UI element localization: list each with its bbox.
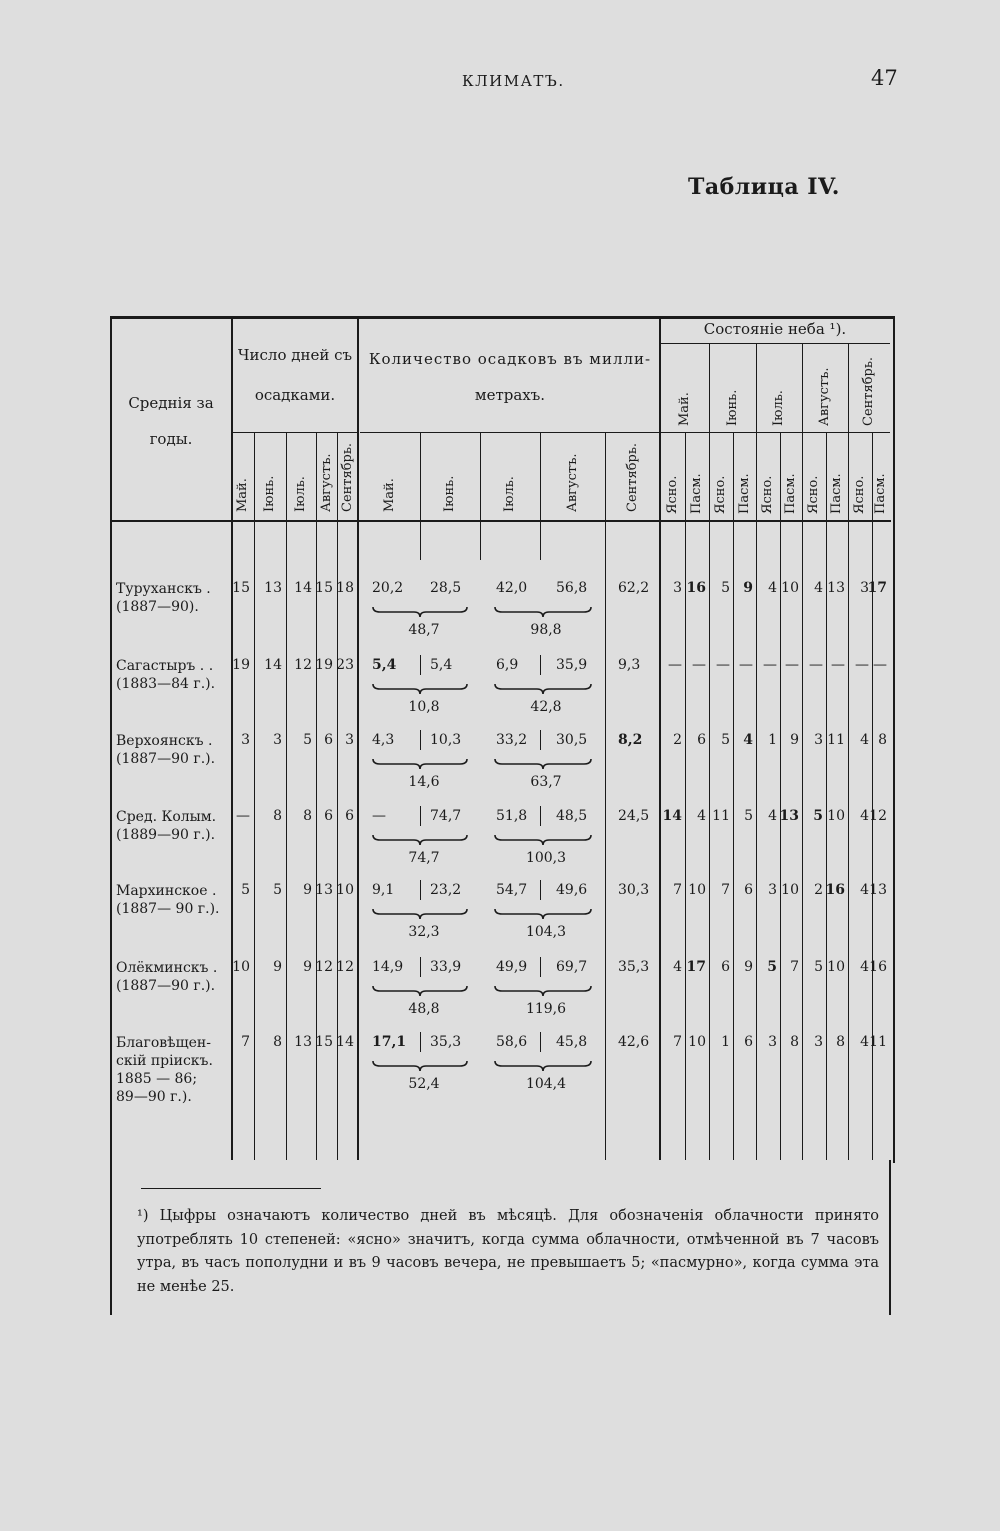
sky-month-label: Іюнь. <box>724 389 740 426</box>
sum-brace <box>494 1060 592 1072</box>
sky-sub-rule <box>780 432 781 1160</box>
days-value: 6 <box>324 808 333 824</box>
precip-month-label: Сентябрь. <box>624 442 640 512</box>
frame-right-extension <box>889 1160 891 1315</box>
precip-month-label: Августъ. <box>564 453 580 512</box>
sum-may-june: 52,4 <box>408 1076 440 1092</box>
precip-col-rule <box>605 432 606 1160</box>
sum-july-august: 63,7 <box>530 774 562 790</box>
days-value: 12 <box>294 657 312 673</box>
station-name: (1883—84 г.). <box>116 676 216 692</box>
sky-value: 11 <box>712 808 730 824</box>
days-value: 14 <box>336 1034 354 1050</box>
station-name: Верхоянскъ . <box>116 733 213 749</box>
running-title: КЛИМАТЪ. <box>462 72 565 90</box>
precip-value: 45,8 <box>556 1034 588 1050</box>
sky-value: 10 <box>827 808 845 824</box>
sky-subheader-rule <box>660 432 890 433</box>
sky-month-rule <box>756 343 757 1160</box>
sky-month-rule <box>802 343 803 1160</box>
sky-value: 2 <box>814 882 823 898</box>
days-value: — <box>236 808 250 824</box>
days-header-line1: Число дней съ <box>237 346 353 364</box>
precip-value: 35,3 <box>430 1034 462 1050</box>
sky-value: 8 <box>790 1034 799 1050</box>
sky-value: 5 <box>721 580 730 596</box>
station-name: (1887—90 г.). <box>116 978 216 994</box>
day-month-label: Іюль. <box>293 476 308 512</box>
precip-value: 24,5 <box>618 808 650 824</box>
page-number: 47 <box>871 66 898 90</box>
precip-value: 4,3 <box>372 732 395 748</box>
sky-value: 10 <box>688 1034 706 1050</box>
precip-pair-divider <box>540 730 541 750</box>
station-name: (1887—90 г.). <box>116 751 216 767</box>
days-value: 10 <box>336 882 354 898</box>
sky-value: — <box>739 657 753 673</box>
sky-value: 7 <box>673 1034 682 1050</box>
sum-brace <box>372 683 468 695</box>
sky-sub-rule <box>872 432 873 1160</box>
sum-july-august: 119,6 <box>525 1001 567 1017</box>
days-value: 6 <box>324 732 333 748</box>
precip-value: 33,9 <box>430 959 462 975</box>
sky-sub-label: Пасм. <box>783 473 798 514</box>
sky-sub-rule <box>685 432 686 1160</box>
sky-value: 4 <box>697 808 706 824</box>
sky-value: 12 <box>869 808 887 824</box>
sky-value: — <box>716 657 730 673</box>
precip-month-label: Іюнь. <box>442 475 457 512</box>
day-col-rule <box>254 432 255 1160</box>
sky-month-label: Августъ. <box>817 367 832 426</box>
sky-value: 3 <box>814 732 823 748</box>
sky-value: 8 <box>836 1034 845 1050</box>
sum-brace <box>494 683 592 695</box>
sky-value: 17 <box>867 580 887 596</box>
sum-july-august: 98,8 <box>530 622 562 638</box>
header-bottom-rule <box>110 520 891 522</box>
precip-value: 6,9 <box>496 657 519 673</box>
sum-may-june: 48,7 <box>408 622 440 638</box>
days-value: 8 <box>303 808 312 824</box>
days-value: 12 <box>315 959 333 975</box>
footnote-rule <box>141 1188 321 1189</box>
precip-pair-divider <box>540 1032 541 1052</box>
sky-value: 3 <box>814 1034 823 1050</box>
sky-value: 3 <box>860 580 869 596</box>
days-value: 14 <box>294 580 312 596</box>
sky-value: 16 <box>825 882 845 898</box>
station-name: скій пріискъ. <box>116 1053 213 1069</box>
sky-value: 3 <box>673 580 682 596</box>
days-header-line2: осадками. <box>254 386 336 404</box>
days-value: 5 <box>273 882 282 898</box>
sky-value: 17 <box>686 959 706 975</box>
sky-value: 9 <box>743 580 753 596</box>
sum-brace <box>372 908 468 920</box>
precip-value: 51,8 <box>496 808 528 824</box>
sum-brace <box>372 834 468 846</box>
sum-july-august: 42,8 <box>530 699 562 715</box>
sky-value: 16 <box>686 580 706 596</box>
days-value: 19 <box>315 657 333 673</box>
sky-value: 5 <box>767 959 777 975</box>
precip-value: 58,6 <box>496 1034 528 1050</box>
sky-value: — <box>855 657 869 673</box>
sky-value: 4 <box>860 808 869 824</box>
sky-value: — <box>692 657 706 673</box>
sky-value: 4 <box>673 959 682 975</box>
days-value: 18 <box>336 580 354 596</box>
sky-month-label: Сентябрь. <box>861 356 876 426</box>
sky-value: — <box>785 657 799 673</box>
precip-pair-divider <box>420 1032 421 1052</box>
days-value: 9 <box>303 959 312 975</box>
sky-value: 11 <box>827 732 845 748</box>
days-value: 15 <box>232 580 250 596</box>
sky-value: 5 <box>721 732 730 748</box>
precip-month-label: Іюль. <box>502 476 517 512</box>
days-column-rule <box>357 316 359 1160</box>
sum-may-june: 32,3 <box>408 924 440 940</box>
precip-pair-divider <box>420 880 421 900</box>
sum-brace <box>372 985 468 997</box>
sky-month-label: Іюль. <box>771 390 786 426</box>
sum-may-june: 14,6 <box>408 774 440 790</box>
sky-sub-label: Пасм. <box>829 473 844 514</box>
sky-value: 6 <box>697 732 706 748</box>
sky-value: 5 <box>744 808 753 824</box>
sky-value: — <box>831 657 845 673</box>
days-value: 7 <box>241 1034 250 1050</box>
precip-value: 33,2 <box>496 732 528 748</box>
sky-value: 6 <box>744 882 753 898</box>
days-value: 8 <box>273 808 282 824</box>
days-value: 9 <box>303 882 312 898</box>
precip-value: 48,5 <box>556 808 588 824</box>
sky-value: 4 <box>768 580 777 596</box>
station-name: Благовѣщен- <box>116 1035 211 1051</box>
station-name: 1885 — 86; <box>116 1071 198 1087</box>
sky-value: — <box>809 657 823 673</box>
sum-brace <box>372 606 468 618</box>
sum-july-august: 104,3 <box>525 924 567 940</box>
days-value: 14 <box>264 657 282 673</box>
sky-value: 4 <box>743 732 753 748</box>
precip-pair-divider <box>540 880 541 900</box>
day-col-rule <box>337 432 338 1160</box>
precip-value: 42,6 <box>618 1034 650 1050</box>
days-subheader-rule <box>232 432 358 433</box>
precip-value: 5,4 <box>430 657 453 673</box>
page-header <box>0 66 1000 96</box>
precip-value: 49,6 <box>556 882 588 898</box>
precip-header-line2: метрахъ. <box>474 386 546 404</box>
days-value: 15 <box>315 580 333 596</box>
days-value: 8 <box>273 1034 282 1050</box>
sky-value: 13 <box>827 580 845 596</box>
sky-value: 1 <box>768 732 777 748</box>
precip-col-rule <box>540 432 541 560</box>
precip-value: 62,2 <box>618 580 650 596</box>
sky-sub-rule <box>826 432 827 1160</box>
days-value: 13 <box>294 1034 312 1050</box>
sky-sub-rule <box>733 432 734 1160</box>
days-value: 10 <box>232 959 250 975</box>
sky-value: 6 <box>744 1034 753 1050</box>
precip-pair-divider <box>420 806 421 826</box>
sky-value: 4 <box>860 882 869 898</box>
day-col-rule <box>286 432 287 1160</box>
station-header-line1: Среднія за <box>128 394 214 412</box>
sky-value: 4 <box>860 732 869 748</box>
sky-value: 4 <box>814 580 823 596</box>
sky-value: 14 <box>662 808 682 824</box>
sky-value: — <box>668 657 682 673</box>
days-value: 5 <box>303 732 312 748</box>
precip-value: 35,9 <box>556 657 588 673</box>
precip-month-label: Май. <box>382 478 397 512</box>
station-name: (1887— 90 г.). <box>116 901 220 917</box>
days-value: 12 <box>336 959 354 975</box>
sum-may-june: 48,8 <box>408 1001 440 1017</box>
sky-value: 10 <box>781 882 799 898</box>
sum-brace <box>494 834 592 846</box>
sky-value: 9 <box>790 732 799 748</box>
sky-value: — <box>873 657 887 673</box>
sky-value: 5 <box>814 959 823 975</box>
precip-value: 14,9 <box>372 959 404 975</box>
precip-value: 8,2 <box>618 732 643 748</box>
precip-value: 42,0 <box>496 580 528 596</box>
precip-column-rule <box>659 316 661 1160</box>
days-value: 3 <box>273 732 282 748</box>
sky-value: 3 <box>768 1034 777 1050</box>
precip-header-line1: Количество осадковъ въ милли- <box>368 350 652 368</box>
sky-value: 16 <box>869 959 887 975</box>
precip-value: 56,8 <box>556 580 588 596</box>
sky-value: 13 <box>779 808 799 824</box>
precip-pair-divider <box>540 957 541 977</box>
sky-value: 11 <box>869 1034 887 1050</box>
sky-value: 10 <box>688 882 706 898</box>
sky-value: 8 <box>878 732 887 748</box>
station-name: Сагастыръ . . <box>116 658 214 674</box>
sky-sub-label: Ясно. <box>664 475 680 514</box>
sky-value: 5 <box>813 808 823 824</box>
day-month-label: Сентябрь. <box>339 442 355 512</box>
sky-month-rule <box>709 343 710 1160</box>
sum-brace <box>494 758 592 770</box>
station-name: 89—90 г.). <box>116 1089 192 1105</box>
sum-brace <box>494 908 592 920</box>
precip-value: 20,2 <box>372 580 404 596</box>
sky-value: 1 <box>721 1034 730 1050</box>
days-value: 6 <box>345 808 354 824</box>
table-title: Таблица IV. <box>688 174 840 200</box>
sky-sub-label: Пасм. <box>689 473 704 514</box>
precip-col-rule <box>480 432 481 560</box>
precip-value: 69,7 <box>556 959 588 975</box>
station-name: Туруханскъ . <box>116 581 211 597</box>
sum-brace <box>372 1060 468 1072</box>
sum-may-june: 10,8 <box>408 699 440 715</box>
sum-brace <box>372 758 468 770</box>
station-name: Сред. Колым. <box>116 809 217 825</box>
days-value: 3 <box>345 732 354 748</box>
precip-value: 10,3 <box>430 732 462 748</box>
sky-sub-label: Ясно. <box>852 475 867 514</box>
sky-month-rule <box>848 343 849 1160</box>
precip-value: 23,2 <box>430 882 462 898</box>
station-name: Мархинское . <box>116 883 217 899</box>
sum-july-august: 104,4 <box>525 1076 567 1092</box>
sky-month-label: Май. <box>676 392 692 426</box>
sky-value: 7 <box>721 882 730 898</box>
precip-pair-divider <box>540 655 541 675</box>
precip-value: 35,3 <box>618 959 650 975</box>
day-month-label: Май. <box>235 478 250 512</box>
day-month-label: Іюнь. <box>262 475 277 512</box>
precip-col-rule <box>420 432 421 560</box>
days-value: 3 <box>241 732 250 748</box>
days-value: 13 <box>315 882 333 898</box>
sky-sub-label: Ясно. <box>713 475 728 514</box>
precip-value: 28,5 <box>430 580 462 596</box>
days-value: 9 <box>273 959 282 975</box>
sum-july-august: 100,3 <box>525 850 567 866</box>
sky-value: 9 <box>744 959 753 975</box>
precip-pair-divider <box>540 806 541 826</box>
sky-value: 4 <box>860 1034 869 1050</box>
days-value: 13 <box>264 580 282 596</box>
station-name: (1889—90 г.). <box>116 827 216 843</box>
station-header-line2: годы. <box>149 430 193 448</box>
precip-value: 74,7 <box>430 808 462 824</box>
sky-value: 13 <box>869 882 887 898</box>
sky-header: Состояніе неба ¹). <box>703 320 847 338</box>
station-name: Олёкминскъ . <box>116 960 218 976</box>
days-value: 23 <box>336 657 354 673</box>
precip-value: 17,1 <box>372 1034 407 1050</box>
precip-value: 9,1 <box>372 882 395 898</box>
sky-value: 10 <box>781 580 799 596</box>
frame-left-extension <box>110 1160 112 1315</box>
precip-value: — <box>372 808 386 824</box>
precip-value: 30,3 <box>618 882 650 898</box>
sky-value: 3 <box>768 882 777 898</box>
precip-value: 5,4 <box>372 657 397 673</box>
precip-value: 49,9 <box>496 959 528 975</box>
precip-value: 9,3 <box>618 657 641 673</box>
sum-brace <box>494 985 592 997</box>
precip-pair-divider <box>420 730 421 750</box>
sum-brace <box>494 606 592 618</box>
sky-value: 10 <box>827 959 845 975</box>
station-name: (1887—90). <box>116 599 199 615</box>
precip-value: 54,7 <box>496 882 528 898</box>
sky-sub-label: Пасм. <box>873 473 888 514</box>
day-col-rule <box>316 432 317 1160</box>
footnote: ¹) Цыфры означаютъ количество дней въ мѣсяцѣ. Для обозначенія облачности принято употреблять 10 степеней: «ясно» значитъ, когда сумма облачности, отмѣченной въ 7 часовъ утра, въ часъ пополудни и въ 9 часовъ вечера, не превышаетъ 5; «пасмурно», когда сумма эта не менѣе 25. <box>137 1208 879 1295</box>
precip-pair-divider <box>420 957 421 977</box>
sum-may-june: 74,7 <box>408 850 440 866</box>
precip-subheader-rule <box>360 432 660 433</box>
sky-value: 6 <box>721 959 730 975</box>
precip-value: 30,5 <box>556 732 588 748</box>
days-value: 5 <box>241 882 250 898</box>
sky-value: 4 <box>860 959 869 975</box>
sky-sub-label: Пасм. <box>736 473 752 514</box>
sky-sub-label: Ясно. <box>760 475 775 514</box>
sky-value: — <box>763 657 777 673</box>
sky-value: 2 <box>673 732 682 748</box>
sky-sub-label: Ясно. <box>806 475 821 514</box>
day-month-label: Августъ. <box>318 453 334 512</box>
sky-value: 7 <box>673 882 682 898</box>
precip-pair-divider <box>420 655 421 675</box>
days-value: 19 <box>232 657 250 673</box>
sky-value: 4 <box>768 808 777 824</box>
days-value: 15 <box>315 1034 333 1050</box>
sky-value: 7 <box>790 959 799 975</box>
